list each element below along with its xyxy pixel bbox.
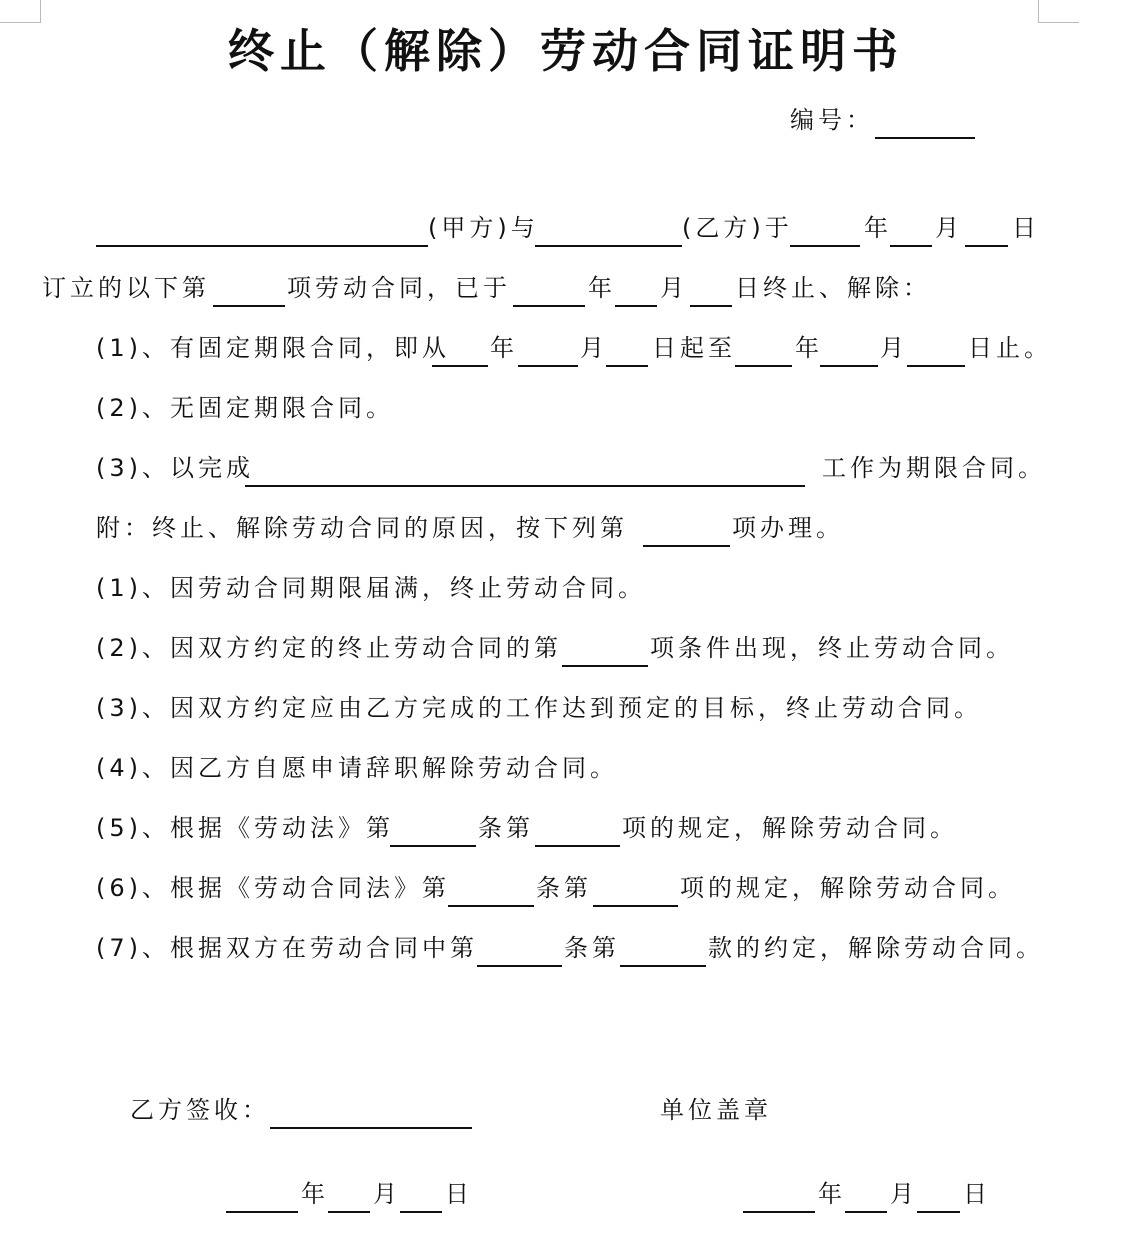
item-blank[interactable] [213,305,285,307]
year-blank[interactable] [432,365,488,367]
text: 项办理。 [732,514,844,542]
year-blank[interactable] [790,245,860,247]
unit-seal-label: 单位盖章 [660,1096,772,1124]
party-b-year-blank[interactable] [226,1211,298,1213]
article-blank[interactable] [477,965,562,967]
text: 项条件出现，终止劳动合同。 [650,634,1014,662]
month-blank[interactable] [518,365,578,367]
reason-item-blank[interactable] [643,545,730,547]
day-blank[interactable] [690,305,732,307]
reasons-heading [0,508,1132,552]
text: 月 [890,1180,918,1208]
text: (1)、有固定期限合同，即从 [96,334,450,362]
text: 日 [445,1180,473,1208]
text: 年 [588,274,616,302]
text: 月 [580,334,608,362]
day-blank[interactable] [606,365,648,367]
reason-3 [0,688,1132,732]
text: 年 [490,334,518,362]
text: (3)、因双方约定应由乙方完成的工作达到预定的目标，终止劳动合同。 [96,694,982,722]
reason-4 [0,748,1132,792]
parties-line [0,208,1132,252]
text: (2)、无固定期限合同。 [96,394,394,422]
serial-blank[interactable] [875,137,975,139]
reason-6 [0,868,1132,912]
clause-blank[interactable] [535,845,620,847]
unit-month-blank[interactable] [845,1211,887,1213]
text: 月 [660,274,688,302]
month-blank[interactable] [615,305,657,307]
clause-blank[interactable] [593,905,678,907]
party-a-blank[interactable] [96,245,428,247]
month-blank[interactable] [820,365,878,367]
year-blank[interactable] [735,365,792,367]
article-blank[interactable] [448,905,534,907]
text: 年 [301,1180,329,1208]
day-blank[interactable] [965,245,1008,247]
condition-blank[interactable] [562,665,648,667]
party-b-day-blank[interactable] [400,1211,442,1213]
text: 附：终止、解除劳动合同的原因，按下列第 [96,514,628,542]
text: (甲方)与 [428,214,539,242]
text: 月 [935,214,963,242]
party-b-blank[interactable] [535,245,682,247]
text: (乙方)于 [682,214,793,242]
year-blank[interactable] [513,305,585,307]
unit-year-blank[interactable] [743,1211,815,1213]
text: 项劳动合同，已于 [287,274,511,302]
reason-5 [0,808,1132,852]
party-b-month-blank[interactable] [328,1211,370,1213]
reason-2 [0,628,1132,672]
text: 日 [963,1180,991,1208]
text: 条第 [478,814,534,842]
serial-label: 编号： [790,106,874,134]
text: 款的约定，解除劳动合同。 [708,934,1044,962]
article-blank[interactable] [390,845,476,847]
text: 年 [795,334,823,362]
text: (1)、因劳动合同期限届满，终止劳动合同。 [96,574,646,602]
text: 条第 [564,934,620,962]
text: 日起至 [652,334,736,362]
contract-line [0,268,1132,312]
party-b-sign-blank[interactable] [270,1127,472,1129]
text: 项的规定，解除劳动合同。 [622,814,958,842]
text: (2)、因双方约定的终止劳动合同的第 [96,634,562,662]
party-b-sign-label: 乙方签收： [130,1096,270,1124]
open-term-line [0,388,1132,432]
day-blank[interactable] [907,365,965,367]
text: (5)、根据《劳动法》第 [96,814,394,842]
text: 日 [1012,214,1040,242]
signature-row [0,1090,1132,1134]
text: (3)、以完成 [96,454,254,482]
text: 日终止、解除： [735,274,931,302]
month-blank[interactable] [890,245,932,247]
reason-7 [0,928,1132,972]
text: 年 [864,214,892,242]
text: 月 [880,334,908,362]
text: (4)、因乙方自愿申请辞职解除劳动合同。 [96,754,618,782]
unit-day-blank[interactable] [917,1211,960,1213]
text: 项的规定，解除劳动合同。 [680,874,1016,902]
text: 条第 [536,874,592,902]
text: 月 [373,1180,401,1208]
task-term-line [0,448,1132,492]
fixed-term-line [0,328,1132,372]
text: 订立的以下第 [42,274,210,302]
text: 工作为期限合同。 [822,454,1046,482]
document-title: 终止（解除）劳动合同证明书 [228,24,904,78]
text: (6)、根据《劳动合同法》第 [96,874,450,902]
text: 日止。 [968,334,1052,362]
date-row [0,1174,1132,1218]
serial-number-row [0,100,1132,144]
text: (7)、根据双方在劳动合同中第 [96,934,478,962]
task-blank[interactable] [245,485,805,487]
reason-1 [0,568,1132,612]
text: 年 [818,1180,846,1208]
clause-blank[interactable] [620,965,706,967]
